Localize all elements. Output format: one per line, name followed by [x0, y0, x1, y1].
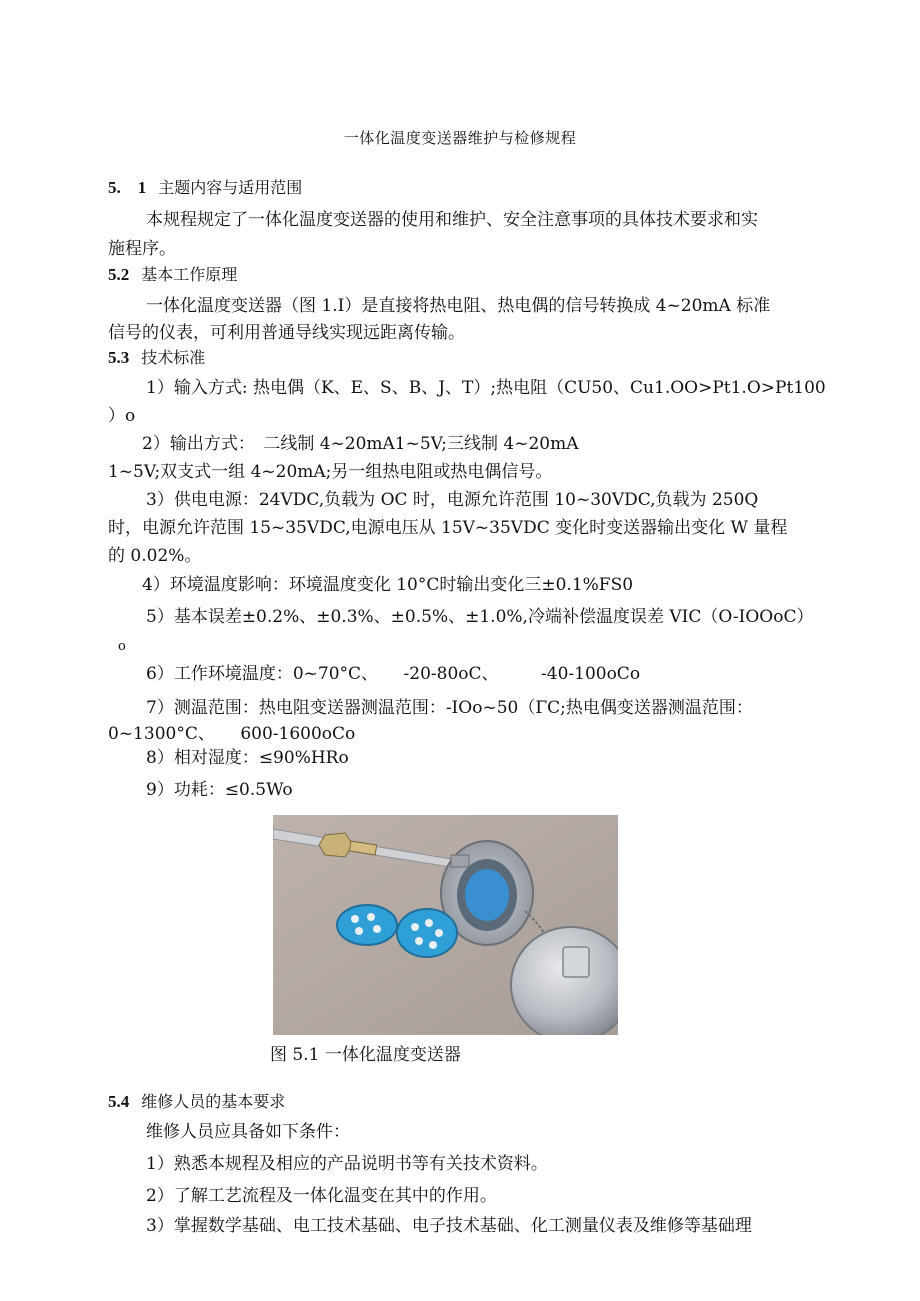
spec-item-3: 3）供电电源：24VDC,负载为 OC 时，电源允许范围 10~30VDC,负载为 250Q: [146, 490, 759, 510]
section-number: 5.4: [108, 1092, 130, 1111]
spec-item-5-cont: o: [118, 639, 126, 654]
section-heading-5-1: [108, 177, 302, 199]
requirement-intro: 维修人员应具备如下条件：: [146, 1122, 350, 1142]
spec-item-4: 4）环境温度影响：环境温度变化 10°C时输出变化三±0.1%FS0: [142, 575, 634, 595]
section-title: 维修人员的基本要求: [141, 1092, 286, 1111]
document-title: 一体化温度变送器维护与检修规程: [343, 129, 577, 147]
spec-item-1: 1）输入方式: 热电偶（K、E、S、B、J、T）;热电阻（CU50、Cu1.OO>Pt1.O>Pt100: [146, 378, 826, 398]
spec-item-7: 7）测温范围：热电阻变送器测温范围：-IOo~50（ΓC;热电偶变送器测温范围：: [146, 698, 753, 718]
spec-item-8: 8）相对湿度：≤90%HRo: [146, 748, 349, 768]
spec-item-9: 9）功耗：≤0.5Wo: [146, 780, 293, 800]
section-number: 5.3: [108, 348, 130, 367]
figure-caption: 图 5.1 一体化温度变送器: [270, 1045, 461, 1065]
requirement-item-3: 3）掌握数学基础、电工技术基础、电子技术基础、化工测量仪表及维修等基础理: [146, 1216, 752, 1236]
paragraph-line: 施程序。: [108, 239, 176, 259]
paragraph-line: 本规程规定了一体化温度变送器的使用和维护、安全注意事项的具体技术要求和实: [146, 210, 758, 230]
terminal-block-left: [337, 905, 397, 945]
section-heading-5-2: [108, 264, 237, 286]
spec-item-5: 5）基本误差±0.2%、±0.3%、±0.5%、±1.0%,冷端补偿温度误差 VIC（O-IOOoC）: [146, 607, 814, 627]
spec-item-3-cont: 时，电源允许范围 15~35VDC,电源电压从 15V~35VDC 变化时变送器输出变化 W 量程: [108, 518, 788, 538]
spec-item-1-cont: ）o: [108, 406, 136, 426]
section-title: 技术标准: [141, 348, 206, 367]
requirement-item-2: 2）了解工艺流程及一体化温变在其中的作用。: [146, 1186, 497, 1206]
requirement-item-1: 1）熟悉本规程及相应的产品说明书等有关技术资料。: [146, 1154, 548, 1174]
spec-item-7-cont: 0~1300°C、 600-1600oCo: [108, 724, 356, 744]
section-number: 5.2: [108, 265, 130, 284]
spec-item-6: 6）工作环境温度：0~70°C、 -20-80oC、 -40-100oCo: [146, 664, 641, 684]
spec-item-3-cont: 的 0.02%。: [108, 546, 202, 566]
section-number: 5. 1: [108, 178, 147, 197]
terminal-block-right: [397, 909, 457, 957]
paragraph-line: 一体化温度变送器（图 1.I）是直接将热电阻、热电偶的信号转换成 4~20mA 标准: [146, 296, 771, 316]
spec-item-2-cont: 1~5V;双支式一组 4~20mA;另一组热电阻或热电偶信号。: [108, 462, 553, 482]
section-title: 基本工作原理: [141, 265, 238, 284]
section-title: 主题内容与适用范围: [158, 178, 303, 197]
spec-item-2: 2）输出方式： 二线制 4~20mA1~5V;三线制 4~20mA: [142, 434, 579, 454]
section-heading-5-3: [108, 347, 205, 369]
section-heading-5-4: [108, 1091, 285, 1113]
transmitter-photo: [273, 815, 618, 1035]
paragraph-line: 信号的仪表，可利用普通导线实现远距离传输。: [108, 323, 465, 343]
